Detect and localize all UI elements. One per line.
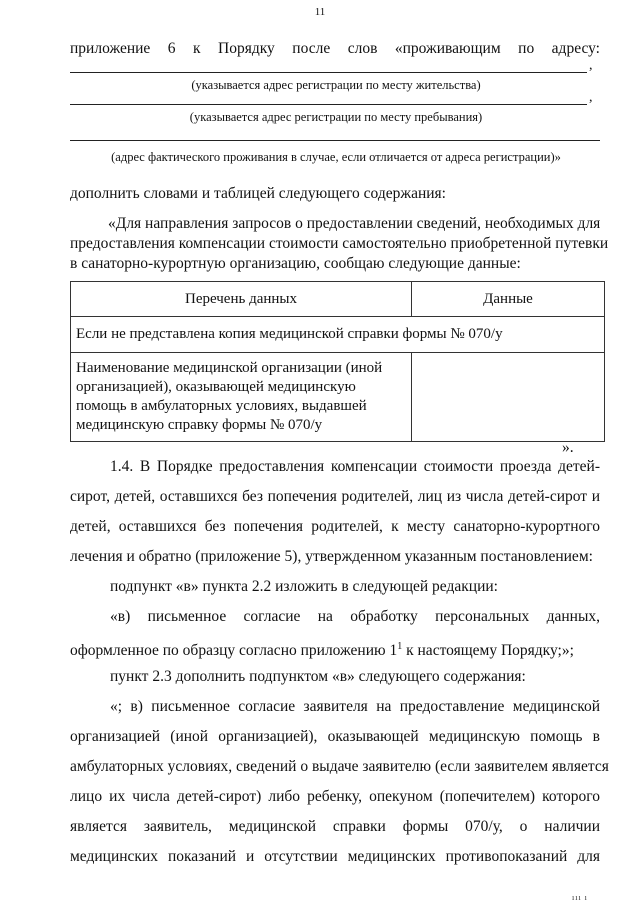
body-line: медицинских показаний и отсутствии медицинских противопоказаний для <box>70 848 600 865</box>
superscript-one: 1 <box>397 641 403 652</box>
body-line: пункт 2.3 дополнить подпунктом «в» следующего содержания: <box>110 668 526 685</box>
page-number: 11 <box>314 6 326 18</box>
address-line-actual <box>70 140 600 141</box>
organization-name-cell: Наименование медицинской организации (иной организацией), оказывающей медицинскую помощь в амбулаторных условиях, выдавшей медицинскую справку формы № 070/у <box>71 353 412 442</box>
body-line: подпункт «в» пункта 2.2 изложить в следующей редакции: <box>110 578 498 595</box>
body-line: лицо их числа детей-сирот) либо ребенку, опекуном (попечителем) которого <box>70 788 600 805</box>
body-line: детей, оставшихся без попечения родителей, к месту санаторно-курортного <box>70 518 600 535</box>
quote-line: предоставления компенсации стоимости самостоятельно приобретенной путевки <box>70 235 609 252</box>
body-line-with-superscript <box>70 632 600 662</box>
table-close: ». <box>562 439 574 456</box>
header-data-cell: Данные <box>412 282 605 317</box>
caption-registration-residence: (указывается адрес регистрации по месту жительства) <box>191 78 481 92</box>
data-table <box>70 281 605 442</box>
caption-registration-stay: (указывается адрес регистрации по месту пребывания) <box>189 110 483 124</box>
address-line-residence <box>70 72 587 73</box>
body-line: 1.4. В Порядке предоставления компенсации стоимости проезда детей- <box>110 458 600 475</box>
table-row <box>71 353 605 442</box>
body-line: организацией (иной организацией), оказывающей медицинскую помощь в <box>70 728 600 745</box>
header-list-cell: Перечень данных <box>71 282 412 317</box>
footer-mark: ııı ı <box>572 893 588 902</box>
quote-line: «Для направления запросов о предоставлении сведений, необходимых для <box>108 215 601 232</box>
body-line: сирот, детей, оставшихся без попечения родителей, лиц из числа детей-сирот и <box>70 488 600 505</box>
body-line: амбулаторных условиях, сведений о выдаче заявителю (если заявителем является <box>70 758 609 775</box>
body-line-tail: к настоящему Порядку;»; <box>402 642 574 660</box>
body-line: «в) письменное согласие на обработку персональных данных, <box>110 608 600 625</box>
address-line-stay <box>70 104 587 105</box>
intro-line: приложение 6 к Порядку после слов «проживающим по адресу: <box>70 40 600 57</box>
body-line-text: оформленное по образцу согласно приложению 1 <box>70 642 398 660</box>
body-line: «; в) письменное согласие заявителя на предоставление медицинской <box>110 698 600 715</box>
body-line: лечения и обратно (приложение 5), утвержденном указанным постановлением: <box>70 548 593 565</box>
quote-line: в санаторно-курортную организацию, сообщаю следующие данные: <box>70 255 521 272</box>
body-line: является заявитель, медицинской справки формы 070/у, о наличии <box>70 818 600 835</box>
body-paragraphs <box>70 452 609 872</box>
span-row-cell: Если не представлена копия медицинской справки формы № 070/у <box>71 317 605 353</box>
caption-actual-address: (адрес фактического проживания в случае, если отличается от адреса регистрации)» <box>111 150 561 164</box>
supplement-line: дополнить словами и таблицей следующего содержания: <box>70 185 446 202</box>
line-comma: , <box>589 58 593 73</box>
table-row <box>71 317 605 353</box>
line-comma-2: , <box>589 90 593 105</box>
table-header-row <box>71 282 605 317</box>
organization-data-cell <box>412 353 605 442</box>
quote-paragraph <box>70 214 609 274</box>
